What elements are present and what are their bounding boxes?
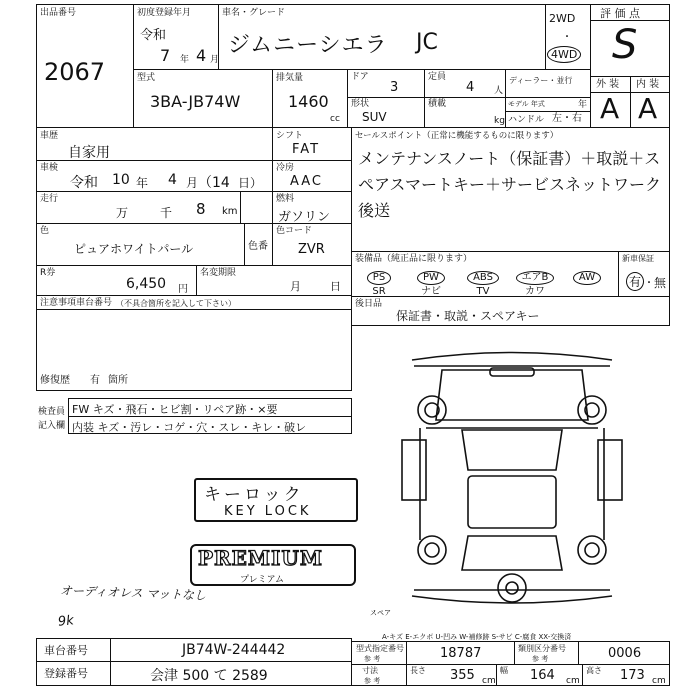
equipment-list xyxy=(354,265,614,295)
equipment-item-top: AW xyxy=(573,271,601,285)
diagram-windshield xyxy=(462,430,562,470)
new-car-dot: ・ xyxy=(644,278,654,289)
height-unit: cm xyxy=(652,676,666,686)
dealer-label: ディーラー・並行 xyxy=(509,76,573,85)
selling-label: セールスポイント（正常に機能するものに限ります） xyxy=(355,131,559,141)
type-label: 型式 xyxy=(137,73,156,83)
equipment-item-top: PS xyxy=(367,271,391,285)
ac-label: 冷房 xyxy=(276,163,295,173)
score-value: S xyxy=(612,22,638,68)
equipment-item xyxy=(562,265,612,286)
vehicle-diagram xyxy=(362,330,662,630)
interior-grade: A xyxy=(638,92,658,125)
inspection-day: （14 xyxy=(198,175,230,191)
displacement-value: 1460 xyxy=(288,92,329,111)
inspection-month-unit: 月 xyxy=(186,176,199,190)
model-label: 車名・グレード xyxy=(222,8,286,18)
inspection-month: 4 xyxy=(168,172,177,188)
diagram-hood xyxy=(436,370,588,420)
class-no-value: 0006 xyxy=(608,646,642,661)
exterior-label: 外 装 xyxy=(596,79,620,90)
new-car-label: 新車保証 xyxy=(622,254,654,263)
type-value: 3BA-JB74W xyxy=(150,92,241,111)
diagram-wheel-fr xyxy=(578,396,606,424)
color-code-value: ZVR xyxy=(298,242,325,257)
equipment-item xyxy=(510,265,560,298)
reg-label: 登録番号 xyxy=(44,667,88,680)
score-label: 評 価 点 xyxy=(600,7,640,20)
color-no-label: 色番 xyxy=(248,241,268,252)
km-unit: km xyxy=(222,206,238,217)
keylock-bottom: KEY LOCK xyxy=(224,504,312,519)
equipment-item xyxy=(406,265,456,298)
type-no-label: 型式指定番号 xyxy=(356,644,404,653)
drive-4wd: 4WD xyxy=(547,46,581,63)
chassis-value: JB74W-244442 xyxy=(182,642,286,658)
diagram-rear-glass xyxy=(462,536,562,570)
equipment-item-top: エアB xyxy=(516,271,555,285)
expiry-label: 名変期限 xyxy=(200,268,237,278)
mileage-value: 8 xyxy=(196,200,206,218)
mileage-label: 走行 xyxy=(40,194,59,204)
mileage-man: 万 xyxy=(116,206,129,220)
height-value: 173 xyxy=(620,668,645,683)
equipment-item-bottom: カワ xyxy=(525,286,545,297)
inspector-label-1: 検査員 xyxy=(38,407,66,417)
handwritten-note-2: 9k xyxy=(57,613,75,630)
displacement-label: 排気量 xyxy=(276,73,304,83)
capacity-label: 定員 xyxy=(428,72,447,82)
expiry-month: 月 xyxy=(290,280,301,293)
first-reg-month: 4 xyxy=(196,46,207,65)
size-sub: 参 考 xyxy=(364,677,381,685)
selling-text: メンテナンスノート（保証書）＋取説＋スペアスマートキー＋サービスネットワーク 後送 xyxy=(358,149,678,220)
kg-unit: kg xyxy=(494,116,505,126)
diagram-spare-wheel xyxy=(498,574,526,602)
mileage-sen: 千 xyxy=(160,206,173,220)
chassis-label: 車台番号 xyxy=(44,644,88,657)
doors-label: ドア xyxy=(351,72,369,82)
repair-label: 修復歴 xyxy=(40,375,70,386)
equipment-item-bottom: ナビ xyxy=(421,286,441,297)
doors-value: 3 xyxy=(390,80,399,95)
reg-value: 会津 500 て 2589 xyxy=(150,668,268,684)
fuel-value: ガソリン xyxy=(278,210,331,225)
inspection-label: 車検 xyxy=(40,163,59,173)
color-label: 色 xyxy=(40,226,50,236)
cc-unit: cc xyxy=(330,114,340,124)
first-reg-year-unit: 年 xyxy=(180,55,190,65)
keylock-top: キーロック xyxy=(204,485,304,505)
fuel-label: 燃料 xyxy=(276,194,295,204)
equipment-item-bottom: TV xyxy=(476,286,490,297)
length-label: 長さ xyxy=(410,666,426,675)
spare-label: スペア xyxy=(370,609,391,617)
inspection-year: 10 xyxy=(112,172,130,188)
equipment-label: 装備品（純正品に限ります） xyxy=(355,254,473,264)
expiry-day: 日 xyxy=(330,280,341,293)
person-unit: 人 xyxy=(494,86,504,96)
load-label: 積載 xyxy=(428,99,447,109)
repair-count: 箇所 xyxy=(108,375,128,386)
new-car-yes: 有 xyxy=(626,272,644,291)
color-code-label: 色コード xyxy=(276,226,313,236)
shift-label: シフト xyxy=(276,131,304,141)
inspector-exterior: FW キズ・飛石・ヒビ割・リペア跡・×要 xyxy=(72,403,278,416)
recycle-value: 6,450 xyxy=(126,276,167,292)
handwritten-note-1: オーディオレス マットなし xyxy=(59,583,207,603)
handle-value: 左・右 xyxy=(552,113,582,124)
inspector-interior: 内装 キズ・汚レ・コゲ・穴・スレ・キレ・破レ xyxy=(72,421,307,434)
history-value: 自家用 xyxy=(68,145,110,161)
history-panel xyxy=(36,127,352,391)
notes-small: （不具合箇所を記入して下さい） xyxy=(116,299,236,308)
later-label: 後日品 xyxy=(355,299,383,309)
premium-bottom: プレミアム xyxy=(240,575,285,585)
diagram-wheel-fl xyxy=(418,396,446,424)
ac-value: AAC xyxy=(290,174,323,189)
diagram-door-left xyxy=(402,440,426,500)
capacity-value: 4 xyxy=(466,80,475,95)
equipment-item-bottom: SR xyxy=(372,286,386,297)
model-year-label: モデル 年式 xyxy=(508,100,545,108)
first-reg-month-unit: 月 xyxy=(210,55,220,65)
equipment-item xyxy=(458,265,508,298)
lot-label: 出品番号 xyxy=(40,8,77,18)
equipment-item xyxy=(354,265,404,298)
history-label: 車歴 xyxy=(40,131,59,141)
length-value: 355 xyxy=(450,668,475,683)
inspection-day-unit: 日） xyxy=(238,176,263,190)
width-value: 164 xyxy=(530,668,555,683)
yen-unit: 円 xyxy=(178,284,188,295)
diagram-wheel-rr xyxy=(578,536,606,564)
recycle-label: R券 xyxy=(40,268,56,278)
new-car-no: 無 xyxy=(654,276,667,290)
equipment-item-top: PW xyxy=(417,271,445,285)
inspection-era: 令和 xyxy=(70,175,98,191)
first-reg-era: 令和 xyxy=(140,28,167,43)
handle-label: ハンドル xyxy=(508,115,545,125)
shift-value: FAT xyxy=(292,142,321,157)
equipment-item-top: ABS xyxy=(467,271,499,285)
notes-label: 注意事項車台番号 xyxy=(40,298,113,308)
height-label: 高さ xyxy=(586,666,602,675)
drive-dot: ・ xyxy=(562,32,572,43)
model-grade: JC xyxy=(416,30,438,55)
drive-2wd: 2WD xyxy=(549,12,576,25)
type-no-sub: 参 考 xyxy=(364,655,381,663)
repair-value: 有 xyxy=(90,375,100,386)
lot-number: 2067 xyxy=(44,58,106,86)
width-label: 幅 xyxy=(500,666,508,675)
width-unit: cm xyxy=(566,676,580,686)
later-value: 保証書・取説・スペアキー xyxy=(396,309,540,323)
model-name: ジムニーシエラ xyxy=(228,33,388,58)
inspection-year-unit: 年 xyxy=(136,176,149,190)
diagram-door-right xyxy=(598,440,622,500)
class-no-sub: 参 考 xyxy=(532,655,549,663)
shape-label: 形状 xyxy=(351,99,370,109)
first-reg-year: 7 xyxy=(160,46,171,65)
inspector-label-2: 記入欄 xyxy=(38,421,66,431)
shape-value: SUV xyxy=(362,110,387,124)
model-year-unit: 年 xyxy=(578,100,588,110)
diagram-front-bumper xyxy=(412,353,612,361)
length-unit: cm xyxy=(482,676,496,686)
size-label: 寸法 xyxy=(362,666,378,675)
diagram-wheel-rl xyxy=(418,536,446,564)
diagram-legend: A-キズ E-エクボ U-凹み W-補修跡 S-サビ C-腐食 XX-交換済 xyxy=(382,633,572,641)
first-reg-label: 初度登録年月 xyxy=(137,8,192,18)
interior-label: 内 装 xyxy=(636,79,660,90)
color-value: ピュアホワイトパール xyxy=(74,242,194,256)
diagram-roof xyxy=(468,476,556,528)
type-no-value: 18787 xyxy=(440,646,482,661)
premium-top: PREMIUM xyxy=(198,546,323,570)
exterior-grade: A xyxy=(600,92,620,125)
class-no-label: 類別区分番号 xyxy=(518,644,566,653)
